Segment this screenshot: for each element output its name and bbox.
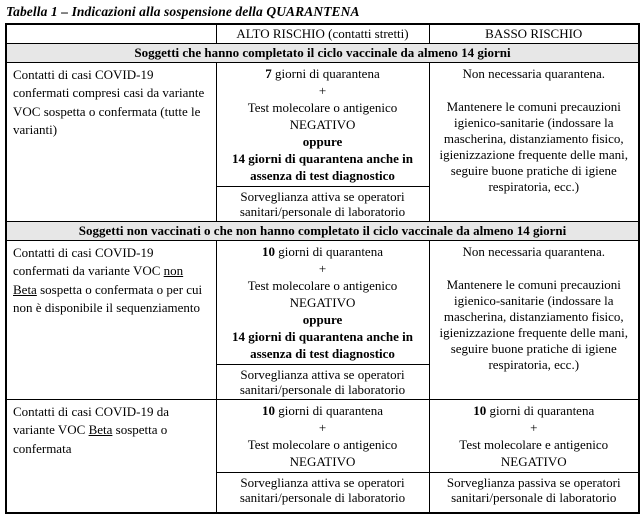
section2-row1-basso-cell <box>429 240 639 399</box>
section2-row2-basso-cell <box>429 399 639 472</box>
plus-sign: + <box>530 419 538 435</box>
section1-header: Soggetti che hanno completato il ciclo vaccinale da almeno 14 giorni <box>6 43 639 62</box>
section2-row2-alto-cell <box>216 399 429 472</box>
oppure-line: oppure <box>302 133 343 149</box>
negative-line: NEGATIVO <box>289 116 356 132</box>
days-text: giorni di quarantena <box>271 65 380 81</box>
spacer <box>435 82 634 99</box>
quarantine-table <box>5 23 640 514</box>
section2-row1 <box>6 240 639 364</box>
alternative-line: 14 giorni di quarantena anche in assenza di test diagnostico <box>232 328 413 361</box>
contact-text: Contatti di casi COVID-19 da variante VOC <box>13 403 169 437</box>
contact-underlined-text: non Beta <box>13 263 184 297</box>
section2-row2-contact-cell <box>6 399 216 513</box>
section2-header: Soggetti non vaccinati o che non hanno completato il ciclo vaccinale da almeno 14 giorni <box>6 221 639 240</box>
days-number: 10 <box>262 402 276 418</box>
section2-row1-alto-cell <box>216 240 429 364</box>
no-quarantine-line: Non necessaria quarantena. <box>462 65 606 81</box>
negative-line: NEGATIVO <box>289 453 356 469</box>
section1-alto-cell <box>216 62 429 186</box>
quarantine-days-line <box>220 65 426 82</box>
test-line: Test molecolare o antigenico <box>247 277 398 293</box>
section1-sorveglianza-cell: Sorveglianza attiva se operatori sanitari/personale di laboratorio <box>216 186 429 221</box>
days-text: giorni di quarantena <box>275 402 383 418</box>
plus-sign: + <box>318 260 327 276</box>
days-text: giorni di quarantena <box>275 243 383 259</box>
contact-text: sospetta o confermata o per cui non è disponibile il sequenziamento <box>13 281 203 315</box>
section1-contact-cell: Contatti di casi COVID-19 confermati compresi casi da variante VOC sospetta o confermata (tutte le varianti) <box>6 62 216 221</box>
test-line: Test molecolare o antigenico <box>247 436 398 452</box>
section2-header-row <box>6 221 639 240</box>
section2-row2 <box>6 399 639 472</box>
days-number: 10 <box>262 243 276 259</box>
days-text: giorni di quarantena <box>486 402 595 418</box>
contact-text: Contatti di casi COVID-19 confermati da variante VOC <box>13 244 164 278</box>
quarantine-days-line <box>220 402 426 419</box>
oppure-line: oppure <box>302 311 343 327</box>
contact-underlined-text: Beta <box>88 422 113 437</box>
negative-line: NEGATIVO <box>500 453 567 469</box>
col-header-alto-rischio: ALTO RISCHIO (contatti stretti) <box>216 24 429 43</box>
test-line: Test molecolare e antigenico <box>459 436 609 452</box>
days-number: 7 <box>265 65 272 81</box>
section2-row1-sorveglianza-cell: Sorveglianza attiva se operatori sanitari/personale di laboratorio <box>216 364 429 399</box>
section2-row1-contact-cell <box>6 240 216 399</box>
spacer <box>435 260 634 277</box>
corner-empty-cell <box>6 24 216 43</box>
section1-row <box>6 62 639 186</box>
section1-basso-cell <box>429 62 639 221</box>
days-number: 10 <box>473 402 487 418</box>
precautions-text: Mantenere le comuni precauzioni igienico-sanitarie (indossare la mascherina, distanziamento fisico, igienizzazione frequente delle mani, seguire buone pratiche di igiene respiratoria, ecc.) <box>439 98 628 194</box>
plus-sign: + <box>318 82 327 98</box>
column-header-row <box>6 24 639 43</box>
precautions-text: Mantenere le comuni precauzioni igienico-sanitarie (indossare la mascherina, distanziamento fisico, igienizzazione frequente delle mani, seguire buone pratiche di igiene respiratoria, ecc.) <box>439 276 628 372</box>
negative-line: NEGATIVO <box>289 294 356 310</box>
no-quarantine-line: Non necessaria quarantena. <box>462 243 606 259</box>
quarantine-days-line <box>433 402 636 419</box>
contact-text: sospetta o confermata <box>13 422 168 456</box>
test-line: Test molecolare o antigenico <box>247 99 398 115</box>
plus-sign: + <box>318 419 327 435</box>
section1-header-row <box>6 43 639 62</box>
alternative-line: 14 giorni di quarantena anche in assenza di test diagnostico <box>232 150 413 183</box>
section2-row2-sorveglianza-basso-cell: Sorveglianza passiva se operatori sanitari/personale di laboratorio <box>429 472 639 513</box>
table-title: Tabella 1 – Indicazioni alla sospensione della QUARANTENA <box>6 4 360 19</box>
col-header-basso-rischio: BASSO RISCHIO <box>429 24 639 43</box>
quarantine-days-line <box>220 243 426 260</box>
section2-row2-sorveglianza-alto-cell: Sorveglianza attiva se operatori sanitari/personale di laboratorio <box>216 472 429 513</box>
